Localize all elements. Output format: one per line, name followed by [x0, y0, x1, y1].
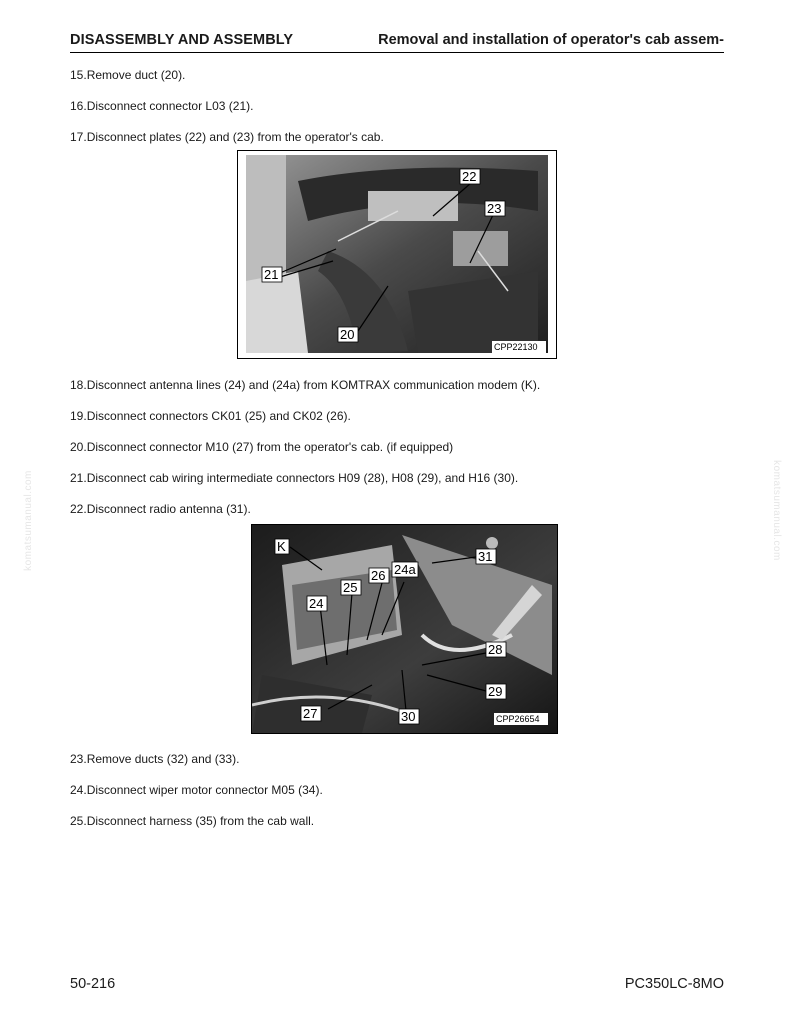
step-item [70, 471, 518, 485]
label-22: 22 [462, 169, 477, 184]
step-text: Remove ducts (32) and (33). [86, 752, 240, 766]
label-24a: 24a [394, 562, 416, 577]
photo-illustration [252, 525, 557, 733]
step-item [70, 440, 453, 454]
label-23: 23 [487, 201, 502, 216]
step-text: Disconnect connector L03 (21). [86, 99, 254, 113]
figure-cab-interior-photo [237, 150, 557, 359]
label-21: 21 [264, 267, 279, 282]
step-text: Disconnect plates (22) and (23) from the operator's cab. [86, 130, 384, 144]
step-number: 18. [70, 378, 87, 392]
step-text: Disconnect connectors CK01 (25) and CK02 (26). [86, 409, 351, 423]
step-item [70, 68, 185, 82]
step-item [70, 814, 314, 828]
step-number: 16. [70, 99, 87, 113]
section-title: DISASSEMBLY AND ASSEMBLY [70, 32, 294, 48]
step-number: 21. [70, 471, 87, 485]
figure-komtrax-modem-photo [251, 524, 558, 734]
step-number: 22. [70, 502, 87, 516]
step-text: Disconnect connector M10 (27) from the operator's cab. (if equipped) [86, 440, 454, 454]
step-text: Disconnect harness (35) from the cab wall. [86, 814, 315, 828]
step-item [70, 378, 540, 392]
label-30: 30 [401, 709, 416, 724]
label-K: K [277, 539, 286, 554]
step-text: Remove duct (20). [86, 68, 186, 82]
step-text: Disconnect radio antenna (31). [86, 502, 251, 516]
label-26: 26 [371, 568, 386, 583]
label-24: 24 [309, 596, 324, 611]
step-item [70, 409, 351, 423]
label-29: 29 [488, 684, 503, 699]
label-27: 27 [303, 706, 318, 721]
step-text: Disconnect cab wiring intermediate connectors H09 (28), H08 (29), and H16 (30). [86, 471, 519, 485]
step-number: 25. [70, 814, 87, 828]
step-item [70, 783, 323, 797]
label-31: 31 [478, 549, 493, 564]
step-item [70, 752, 239, 766]
figure-code: CPP22130 [494, 342, 538, 352]
step-number: 15. [70, 68, 87, 82]
model-name: PC350LC-8MO [624, 976, 724, 992]
label-25: 25 [343, 580, 358, 595]
step-text: Disconnect wiper motor connector M05 (34). [86, 783, 323, 797]
page-title: Removal and installation of operator's cab assem- [378, 32, 724, 48]
step-number: 23. [70, 752, 87, 766]
photo-illustration [238, 151, 556, 358]
step-number: 24. [70, 783, 87, 797]
label-20: 20 [340, 327, 355, 342]
page-header [70, 30, 724, 53]
step-number: 19. [70, 409, 87, 423]
label-28: 28 [488, 642, 503, 657]
figure-code: CPP26654 [496, 714, 540, 724]
page-number: 50-216 [70, 976, 116, 992]
step-number: 20. [70, 440, 87, 454]
step-item [70, 130, 384, 144]
step-item [70, 502, 251, 516]
step-text: Disconnect antenna lines (24) and (24a) from KOMTRAX communication modem (K). [86, 378, 541, 392]
watermark-left: komatsumanual.com [22, 470, 34, 571]
step-item [70, 99, 253, 113]
step-number: 17. [70, 130, 87, 144]
watermark-right: komatsumanual.com [770, 460, 782, 561]
